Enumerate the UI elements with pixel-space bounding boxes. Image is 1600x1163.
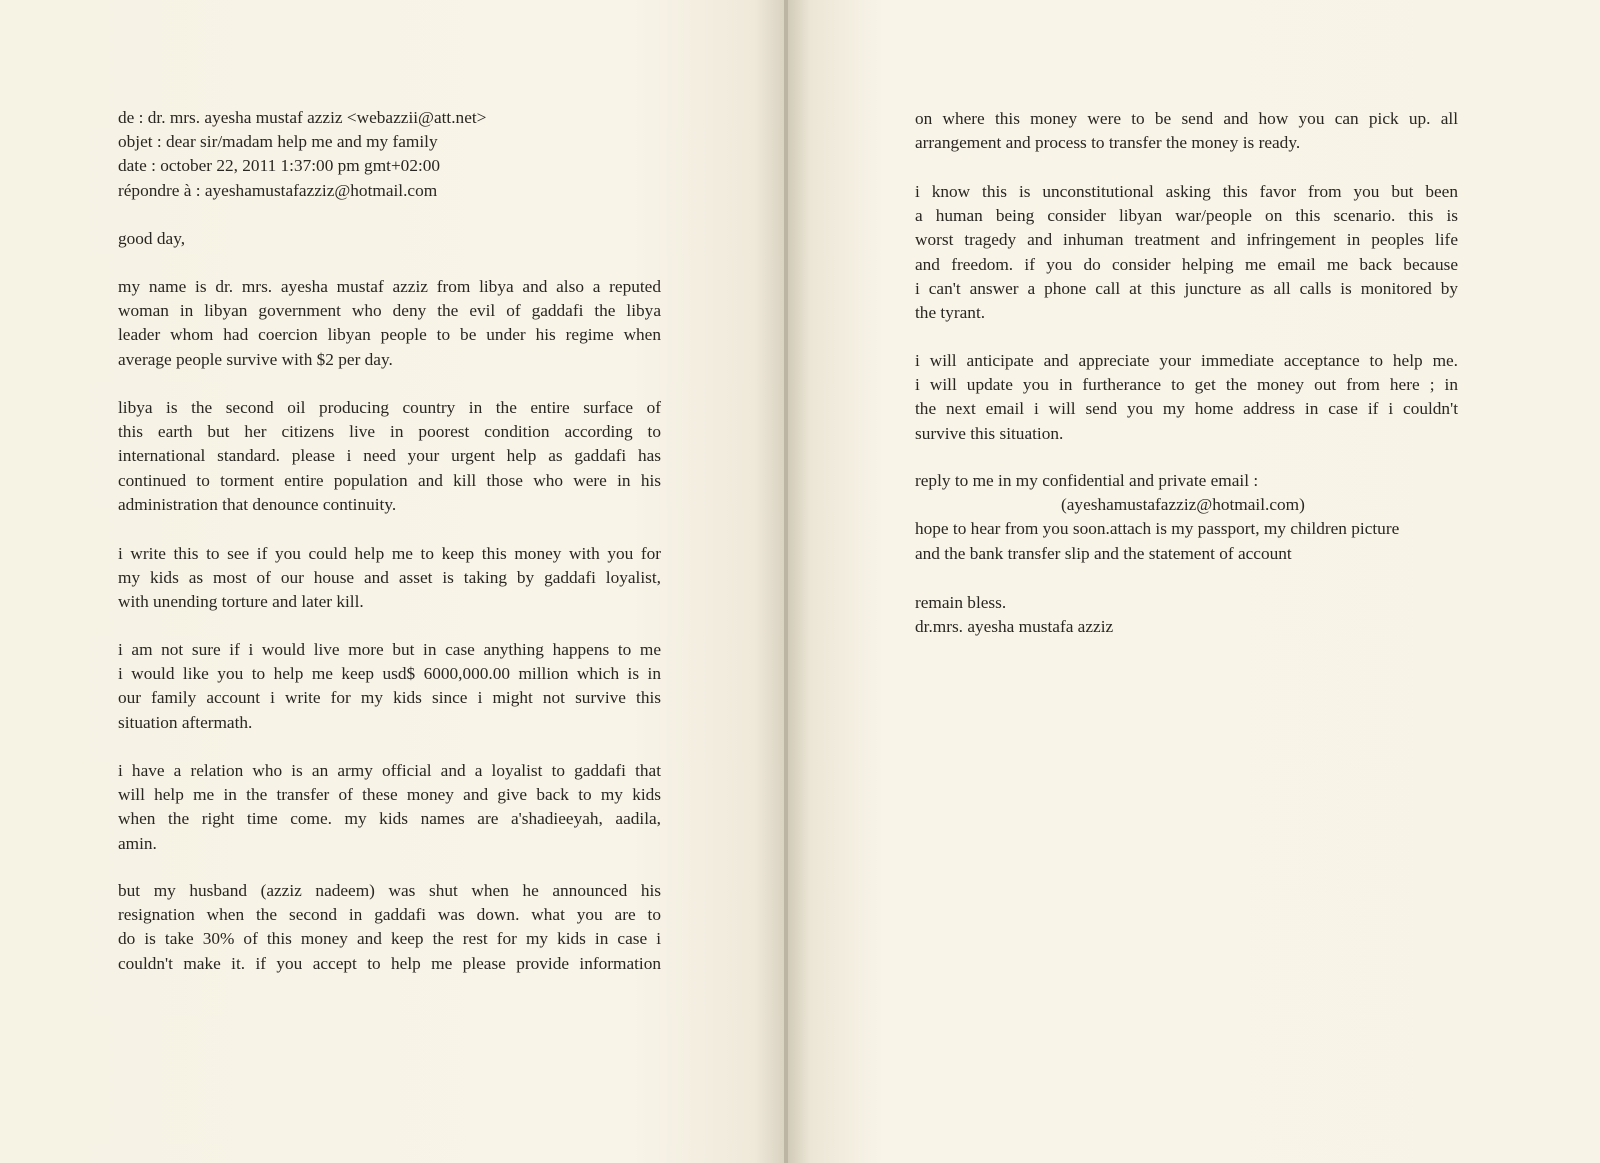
text-line: when the right time come. my kids names are a'shadieeyah, aadila, bbox=[118, 809, 661, 829]
text-line: the tyrant. bbox=[915, 303, 986, 323]
text-line: i will update you in furtherance to get the money out from here ; in bbox=[915, 375, 1458, 395]
left-page-paragraph bbox=[118, 275, 661, 372]
text-line: hope to hear from you soon.attach is my passport, my children picture bbox=[915, 519, 1400, 539]
text-line: i am not sure if i would live more but in case anything happens to me bbox=[118, 640, 661, 659]
text-line: woman in libyan government who deny the evil of gaddafi the libya bbox=[118, 301, 661, 321]
text-line: with unending torture and later kill. bbox=[118, 592, 364, 612]
text-line: répondre à : ayeshamustafazziz@hotmail.com bbox=[118, 180, 438, 200]
text-line: and the bank transfer slip and the statement of account bbox=[915, 543, 1292, 563]
text-line: good day, bbox=[118, 229, 186, 248]
left-page-paragraph bbox=[118, 542, 661, 615]
text-line: my name is dr. mrs. ayesha mustaf azziz from libya and also a reputed bbox=[118, 277, 661, 296]
left-page-paragraph bbox=[118, 106, 661, 203]
text-line: worst tragedy and inhuman treatment and infringement in peoples life bbox=[915, 230, 1458, 250]
text-line: leader whom had coercion libyan people to be under his regime when bbox=[118, 325, 661, 345]
text-line: a human being consider libyan war/people on this scenario. this is bbox=[915, 206, 1458, 226]
text-line: situation aftermath. bbox=[118, 712, 253, 732]
text-line: will help me in the transfer of these money and give back to my kids bbox=[118, 785, 661, 805]
text-line: the next email i will send you my home address in case if i couldn't bbox=[915, 399, 1458, 419]
left-page-paragraph bbox=[118, 396, 661, 517]
left-page-paragraph bbox=[118, 227, 661, 251]
text-line: date : october 22, 2011 1:37:00 pm gmt+02:00 bbox=[118, 156, 441, 176]
text-line: this earth but her citizens live in poorest condition according to bbox=[118, 422, 661, 442]
text-line: i know this is unconstitutional asking this favor from you but been bbox=[915, 182, 1458, 201]
text-line: i will anticipate and appreciate your immediate acceptance to help me. bbox=[915, 351, 1458, 370]
text-line: average people survive with $2 per day. bbox=[118, 349, 393, 369]
text-line: reply to me in my confidential and private email : bbox=[915, 471, 1259, 490]
text-line: my kids as most of our house and asset is taking by gaddafi loyalist, bbox=[118, 568, 661, 588]
text-line: international standard. please i need your urgent help as gaddafi has bbox=[118, 446, 661, 466]
text-line: i would like you to help me keep usd$ 6000,000.00 million which is in bbox=[118, 664, 661, 684]
text-line: and freedom. if you do consider helping me email me back because bbox=[915, 254, 1458, 274]
text-line: objet : dear sir/madam help me and my family bbox=[118, 132, 438, 152]
text-line: remain bless. bbox=[915, 593, 1007, 612]
text-line: libya is the second oil producing country in the entire surface of bbox=[118, 398, 661, 417]
right-page-paragraph bbox=[915, 349, 1458, 446]
text-line: our family account i write for my kids since i might not survive this bbox=[118, 688, 661, 708]
text-line: do is take 30% of this money and keep the rest for my kids in case i bbox=[118, 929, 661, 949]
right-page-paragraph bbox=[915, 469, 1458, 566]
text-line: amin. bbox=[118, 833, 157, 853]
text-line: but my husband (azziz nadeem) was shut when he announced his bbox=[118, 881, 661, 900]
text-line: i have a relation who is an army official and a loyalist to gaddafi that bbox=[118, 761, 661, 780]
left-page-paragraph bbox=[118, 759, 661, 856]
right-page-paragraph bbox=[915, 591, 1458, 639]
text-line: de : dr. mrs. ayesha mustaf azziz <webazzii@att.net> bbox=[118, 108, 487, 127]
text-line: administration that denounce continuity. bbox=[118, 494, 397, 514]
text-line: couldn't make it. if you accept to help me please provide information bbox=[118, 953, 661, 973]
right-page-paragraph bbox=[915, 107, 1458, 155]
text-line: survive this situation. bbox=[915, 423, 1064, 443]
text-line: resignation when the second in gaddafi was down. what you are to bbox=[118, 905, 661, 925]
text-line: i write this to see if you could help me to keep this money with you for bbox=[118, 544, 661, 563]
left-page-paragraph bbox=[118, 879, 661, 976]
text-line: on where this money were to be send and how you can pick up. all bbox=[915, 109, 1458, 128]
right-page-paragraph bbox=[915, 180, 1458, 325]
text-line: i can't answer a phone call at this juncture as all calls is monitored by bbox=[915, 278, 1458, 298]
text-line: (ayeshamustafazziz@hotmail.com) bbox=[1061, 495, 1305, 515]
book-gutter bbox=[784, 0, 788, 1163]
text-line: arrangement and process to transfer the money is ready. bbox=[915, 133, 1301, 153]
right-page bbox=[786, 0, 1600, 1163]
left-page-paragraph bbox=[118, 638, 661, 735]
text-line: dr.mrs. ayesha mustafa azziz bbox=[915, 617, 1114, 637]
text-line: continued to torment entire population and kill those who were in his bbox=[118, 470, 661, 490]
